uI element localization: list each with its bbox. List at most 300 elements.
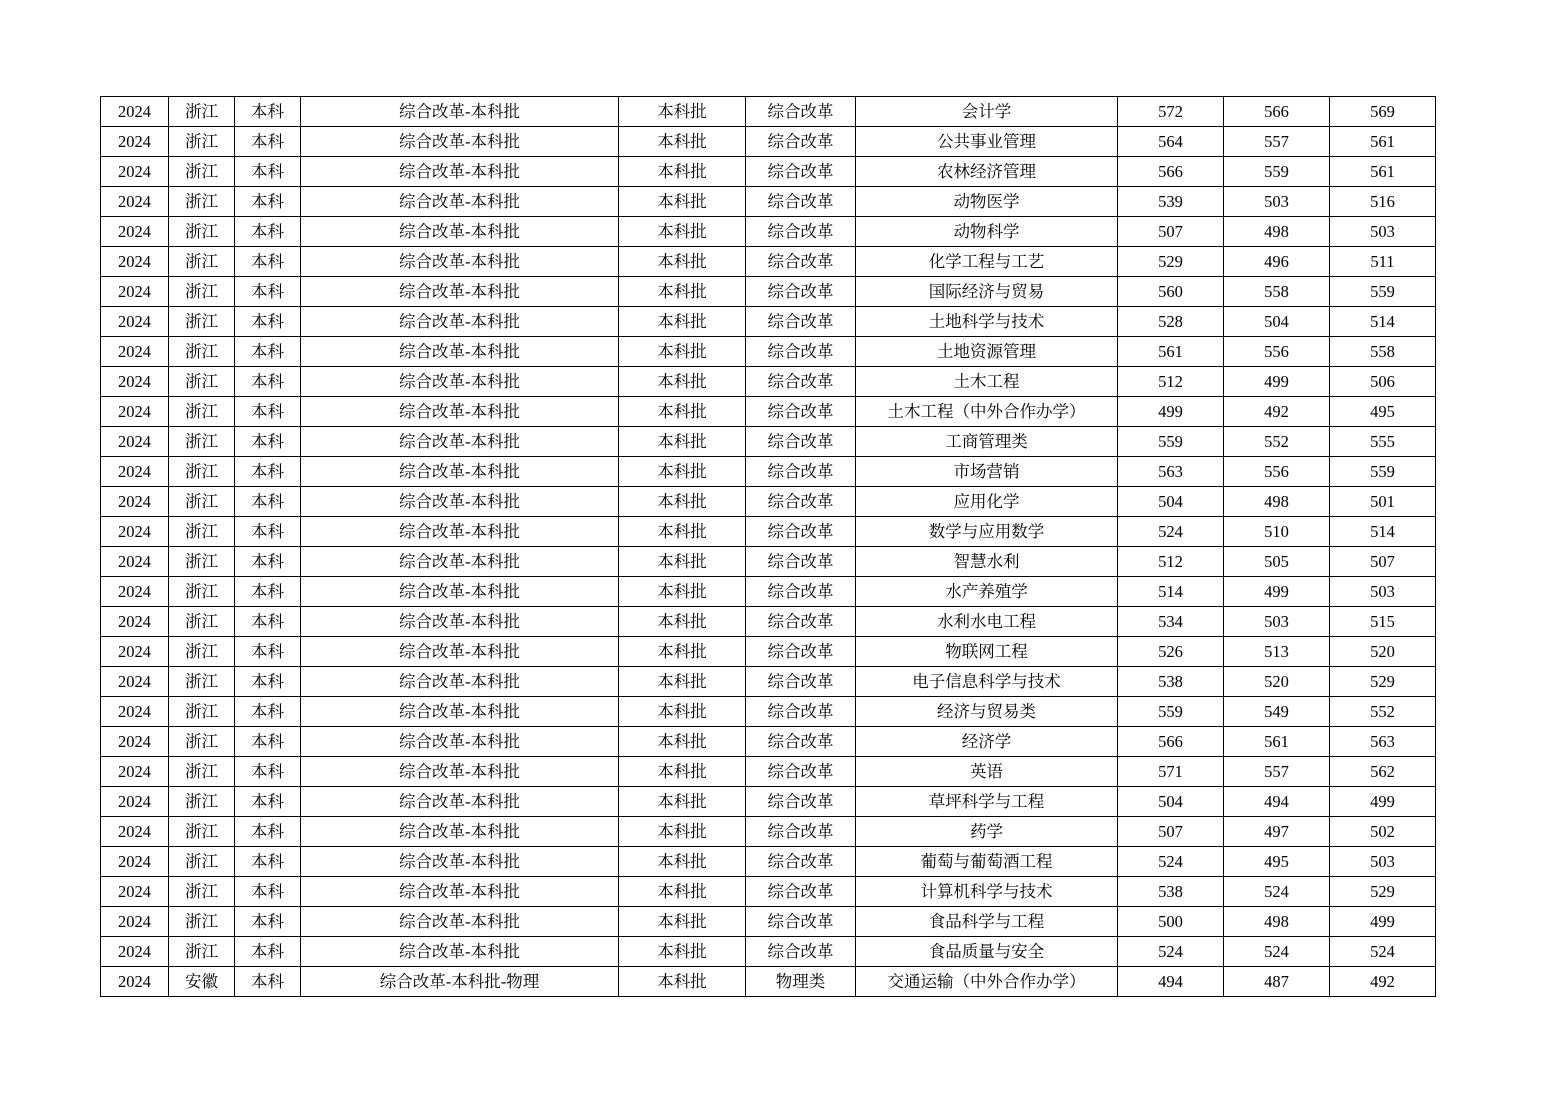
table-cell: 综合改革 [746,607,856,637]
table-cell: 浙江 [169,667,235,697]
table-cell: 经济学 [856,727,1118,757]
table-cell: 本科批 [619,277,746,307]
table-cell: 本科批 [619,607,746,637]
table-cell: 综合改革-本科批 [301,187,619,217]
table-row [101,217,1436,247]
table-cell: 水产养殖学 [856,577,1118,607]
table-row [101,487,1436,517]
table-cell: 494 [1118,967,1224,997]
table-cell: 503 [1330,217,1436,247]
table-cell: 524 [1118,937,1224,967]
table-cell: 本科批 [619,427,746,457]
table-row [101,577,1436,607]
table-cell: 528 [1118,307,1224,337]
table-cell: 507 [1330,547,1436,577]
table-cell: 综合改革 [746,157,856,187]
table-row [101,817,1436,847]
table-cell: 497 [1224,817,1330,847]
table-cell: 564 [1118,127,1224,157]
table-cell: 浙江 [169,457,235,487]
admission-score-table [100,96,1436,997]
table-cell: 499 [1224,367,1330,397]
table-cell: 495 [1330,397,1436,427]
table-cell: 569 [1330,97,1436,127]
table-cell: 浙江 [169,97,235,127]
table-cell: 综合改革 [746,937,856,967]
table-cell: 504 [1224,307,1330,337]
table-cell: 2024 [101,607,169,637]
table-cell: 572 [1118,97,1224,127]
table-row [101,367,1436,397]
table-row [101,877,1436,907]
table-cell: 综合改革-本科批 [301,697,619,727]
table-cell: 工商管理类 [856,427,1118,457]
table-cell: 葡萄与葡萄酒工程 [856,847,1118,877]
table-cell: 571 [1118,757,1224,787]
table-cell: 2024 [101,157,169,187]
table-cell: 2024 [101,97,169,127]
table-cell: 557 [1224,127,1330,157]
table-cell: 529 [1118,247,1224,277]
table-cell: 561 [1224,727,1330,757]
table-cell: 浙江 [169,937,235,967]
table-cell: 综合改革-本科批 [301,337,619,367]
table-cell: 本科 [235,607,301,637]
table-cell: 浙江 [169,727,235,757]
table-cell: 本科 [235,817,301,847]
table-cell: 综合改革 [746,697,856,727]
table-cell: 503 [1224,607,1330,637]
table-cell: 2024 [101,517,169,547]
table-row [101,637,1436,667]
table-cell: 浙江 [169,607,235,637]
table-cell: 土木工程 [856,367,1118,397]
table-cell: 563 [1118,457,1224,487]
table-cell: 综合改革-本科批 [301,667,619,697]
table-cell: 本科 [235,127,301,157]
table-cell: 本科 [235,847,301,877]
table-cell: 综合改革-本科批 [301,367,619,397]
table-cell: 559 [1330,277,1436,307]
table-cell: 本科 [235,307,301,337]
table-cell: 本科批 [619,847,746,877]
table-cell: 综合改革-本科批 [301,847,619,877]
table-cell: 566 [1118,727,1224,757]
table-cell: 智慧水利 [856,547,1118,577]
table-cell: 本科批 [619,127,746,157]
table-cell: 2024 [101,367,169,397]
table-cell: 2024 [101,397,169,427]
table-cell: 综合改革-本科批 [301,907,619,937]
table-cell: 本科 [235,97,301,127]
table-cell: 520 [1330,637,1436,667]
table-cell: 综合改革 [746,457,856,487]
table-cell: 本科 [235,787,301,817]
table-cell: 浙江 [169,757,235,787]
table-cell: 综合改革 [746,637,856,667]
table-row [101,727,1436,757]
table-row [101,757,1436,787]
table-cell: 559 [1224,157,1330,187]
table-cell: 538 [1118,877,1224,907]
table-cell: 2024 [101,547,169,577]
table-cell: 数学与应用数学 [856,517,1118,547]
table-cell: 552 [1330,697,1436,727]
table-cell: 556 [1224,457,1330,487]
table-cell: 本科批 [619,817,746,847]
table-cell: 555 [1330,427,1436,457]
table-cell: 本科 [235,877,301,907]
table-cell: 514 [1118,577,1224,607]
table-cell: 综合改革 [746,667,856,697]
table-cell: 503 [1330,847,1436,877]
table-cell: 本科批 [619,457,746,487]
table-cell: 本科批 [619,517,746,547]
table-cell: 本科 [235,667,301,697]
table-cell: 电子信息科学与技术 [856,667,1118,697]
table-row [101,907,1436,937]
table-cell: 529 [1330,667,1436,697]
table-cell: 498 [1224,907,1330,937]
table-cell: 综合改革-本科批 [301,877,619,907]
table-cell: 综合改革-本科批 [301,577,619,607]
table-cell: 综合改革 [746,337,856,367]
table-cell: 524 [1224,877,1330,907]
table-cell: 土地资源管理 [856,337,1118,367]
table-cell: 浙江 [169,817,235,847]
table-cell: 综合改革 [746,817,856,847]
table-row [101,247,1436,277]
table-cell: 综合改革-本科批 [301,637,619,667]
table-cell: 本科批 [619,157,746,187]
table-cell: 本科 [235,427,301,457]
table-cell: 本科批 [619,967,746,997]
table-cell: 综合改革 [746,487,856,517]
table-cell: 563 [1330,727,1436,757]
table-cell: 498 [1224,217,1330,247]
table-cell: 512 [1118,367,1224,397]
table-cell: 本科 [235,757,301,787]
table-cell: 物理类 [746,967,856,997]
table-cell: 本科批 [619,667,746,697]
table-row [101,397,1436,427]
table-cell: 本科批 [619,757,746,787]
table-cell: 本科 [235,217,301,247]
table-cell: 514 [1330,307,1436,337]
table-cell: 浙江 [169,577,235,607]
table-row [101,607,1436,637]
table-cell: 浙江 [169,277,235,307]
table-row [101,517,1436,547]
table-cell: 本科批 [619,877,746,907]
table-cell: 综合改革 [746,127,856,157]
table-row [101,157,1436,187]
table-cell: 综合改革 [746,277,856,307]
table-cell: 浙江 [169,217,235,247]
table-cell: 浙江 [169,427,235,457]
table-cell: 529 [1330,877,1436,907]
table-cell: 本科 [235,727,301,757]
table-cell: 520 [1224,667,1330,697]
table-cell: 本科 [235,517,301,547]
table-cell: 本科批 [619,697,746,727]
table-cell: 综合改革 [746,847,856,877]
table-cell: 561 [1330,127,1436,157]
table-cell: 558 [1330,337,1436,367]
table-cell: 综合改革-本科批 [301,757,619,787]
table-cell: 510 [1224,517,1330,547]
table-cell: 511 [1330,247,1436,277]
table-cell: 566 [1224,97,1330,127]
table-cell: 国际经济与贸易 [856,277,1118,307]
table-cell: 本科批 [619,217,746,247]
table-cell: 食品质量与安全 [856,937,1118,967]
table-cell: 2024 [101,247,169,277]
table-cell: 本科批 [619,247,746,277]
table-cell: 559 [1118,427,1224,457]
table-cell: 538 [1118,667,1224,697]
table-cell: 综合改革 [746,307,856,337]
table-cell: 综合改革-本科批 [301,97,619,127]
table-cell: 化学工程与工艺 [856,247,1118,277]
table-cell: 综合改革-本科批-物理 [301,967,619,997]
table-cell: 安徽 [169,967,235,997]
table-row [101,667,1436,697]
table-cell: 本科 [235,397,301,427]
table-cell: 561 [1118,337,1224,367]
table-cell: 本科 [235,907,301,937]
table-cell: 2024 [101,937,169,967]
table-cell: 浙江 [169,157,235,187]
table-cell: 物联网工程 [856,637,1118,667]
table-cell: 综合改革-本科批 [301,547,619,577]
table-cell: 512 [1118,547,1224,577]
table-cell: 本科批 [619,937,746,967]
table-cell: 综合改革-本科批 [301,937,619,967]
table-cell: 交通运输（中外合作办学） [856,967,1118,997]
table-cell: 526 [1118,637,1224,667]
table-cell: 综合改革 [746,907,856,937]
table-cell: 557 [1224,757,1330,787]
table-cell: 556 [1224,337,1330,367]
table-row [101,967,1436,997]
table-cell: 2024 [101,877,169,907]
table-cell: 综合改革-本科批 [301,487,619,517]
table-cell: 2024 [101,907,169,937]
table-cell: 561 [1330,157,1436,187]
table-cell: 综合改革 [746,757,856,787]
table-cell: 本科批 [619,547,746,577]
table-cell: 经济与贸易类 [856,697,1118,727]
table-cell: 综合改革 [746,577,856,607]
table-row [101,187,1436,217]
table-cell: 浙江 [169,787,235,817]
table-cell: 2024 [101,337,169,367]
table-cell: 507 [1118,817,1224,847]
table-body [101,97,1436,997]
table-cell: 浙江 [169,127,235,157]
table-cell: 本科 [235,187,301,217]
table-cell: 动物科学 [856,217,1118,247]
table-cell: 本科批 [619,367,746,397]
table-cell: 本科批 [619,397,746,427]
table-cell: 2024 [101,757,169,787]
table-cell: 综合改革 [746,247,856,277]
table-row [101,337,1436,367]
table-cell: 本科 [235,637,301,667]
table-cell: 浙江 [169,847,235,877]
table-cell: 本科批 [619,307,746,337]
table-cell: 会计学 [856,97,1118,127]
table-cell: 492 [1330,967,1436,997]
table-cell: 本科批 [619,187,746,217]
table-cell: 559 [1118,697,1224,727]
table-cell: 本科批 [619,487,746,517]
table-cell: 562 [1330,757,1436,787]
table-cell: 560 [1118,277,1224,307]
table-cell: 本科 [235,697,301,727]
table-cell: 综合改革 [746,517,856,547]
table-cell: 综合改革 [746,367,856,397]
table-cell: 本科 [235,487,301,517]
table-cell: 2024 [101,697,169,727]
table-cell: 浙江 [169,547,235,577]
table-cell: 524 [1118,847,1224,877]
table-cell: 492 [1224,397,1330,427]
table-cell: 本科 [235,937,301,967]
table-cell: 2024 [101,457,169,487]
table-cell: 本科批 [619,787,746,817]
table-cell: 综合改革-本科批 [301,517,619,547]
table-cell: 498 [1224,487,1330,517]
table-cell: 综合改革-本科批 [301,397,619,427]
table-row [101,277,1436,307]
table-cell: 502 [1330,817,1436,847]
table-row [101,547,1436,577]
table-row [101,127,1436,157]
table-cell: 本科 [235,247,301,277]
table-cell: 本科批 [619,637,746,667]
table-cell: 浙江 [169,907,235,937]
table-cell: 本科批 [619,577,746,607]
table-row [101,937,1436,967]
table-cell: 综合改革 [746,727,856,757]
table-cell: 综合改革-本科批 [301,247,619,277]
table-cell: 综合改革 [746,217,856,247]
table-row [101,307,1436,337]
table-cell: 综合改革-本科批 [301,817,619,847]
table-cell: 综合改革 [746,97,856,127]
table-cell: 土地科学与技术 [856,307,1118,337]
table-cell: 本科 [235,157,301,187]
table-cell: 综合改革-本科批 [301,277,619,307]
table-cell: 本科 [235,547,301,577]
table-cell: 本科 [235,337,301,367]
table-cell: 浙江 [169,337,235,367]
table-cell: 503 [1330,577,1436,607]
table-cell: 506 [1330,367,1436,397]
table-cell: 487 [1224,967,1330,997]
table-cell: 499 [1118,397,1224,427]
table-cell: 浙江 [169,637,235,667]
table-cell: 综合改革-本科批 [301,457,619,487]
table-cell: 2024 [101,847,169,877]
table-cell: 综合改革-本科批 [301,427,619,457]
table-row [101,787,1436,817]
table-cell: 本科批 [619,907,746,937]
table-cell: 515 [1330,607,1436,637]
table-cell: 动物医学 [856,187,1118,217]
table-cell: 公共事业管理 [856,127,1118,157]
table-cell: 浙江 [169,307,235,337]
table-cell: 本科 [235,967,301,997]
table-cell: 综合改革 [746,547,856,577]
table-cell: 534 [1118,607,1224,637]
table-cell: 504 [1118,487,1224,517]
table-cell: 本科 [235,277,301,307]
table-cell: 本科 [235,577,301,607]
table-cell: 2024 [101,487,169,517]
table-cell: 2024 [101,187,169,217]
table-cell: 浙江 [169,517,235,547]
table-cell: 综合改革 [746,187,856,217]
table-cell: 浙江 [169,487,235,517]
table-cell: 药学 [856,817,1118,847]
table-cell: 501 [1330,487,1436,517]
table-cell: 综合改革-本科批 [301,217,619,247]
table-cell: 2024 [101,277,169,307]
table-cell: 507 [1118,217,1224,247]
table-cell: 浙江 [169,397,235,427]
table-cell: 524 [1330,937,1436,967]
table-cell: 2024 [101,577,169,607]
table-cell: 2024 [101,667,169,697]
table-cell: 516 [1330,187,1436,217]
table-cell: 英语 [856,757,1118,787]
table-cell: 566 [1118,157,1224,187]
table-cell: 本科批 [619,727,746,757]
table-cell: 综合改革-本科批 [301,307,619,337]
table-cell: 559 [1330,457,1436,487]
table-cell: 草坪科学与工程 [856,787,1118,817]
table-cell: 本科 [235,367,301,397]
table-cell: 综合改革 [746,787,856,817]
table-cell: 2024 [101,967,169,997]
table-cell: 2024 [101,637,169,667]
table-cell: 558 [1224,277,1330,307]
table-cell: 综合改革-本科批 [301,157,619,187]
table-row [101,697,1436,727]
table-cell: 计算机科学与技术 [856,877,1118,907]
table-cell: 2024 [101,427,169,457]
table-cell: 503 [1224,187,1330,217]
table-cell: 本科批 [619,97,746,127]
table-cell: 市场营销 [856,457,1118,487]
table-cell: 土木工程（中外合作办学） [856,397,1118,427]
table-cell: 504 [1118,787,1224,817]
table-cell: 综合改革 [746,877,856,907]
table-cell: 浙江 [169,697,235,727]
table-cell: 494 [1224,787,1330,817]
table-cell: 综合改革-本科批 [301,607,619,637]
table-cell: 综合改革-本科批 [301,727,619,757]
table-cell: 514 [1330,517,1436,547]
table-cell: 浙江 [169,247,235,277]
table-cell: 浙江 [169,187,235,217]
table-cell: 2024 [101,127,169,157]
table-cell: 524 [1224,937,1330,967]
table-cell: 综合改革-本科批 [301,127,619,157]
